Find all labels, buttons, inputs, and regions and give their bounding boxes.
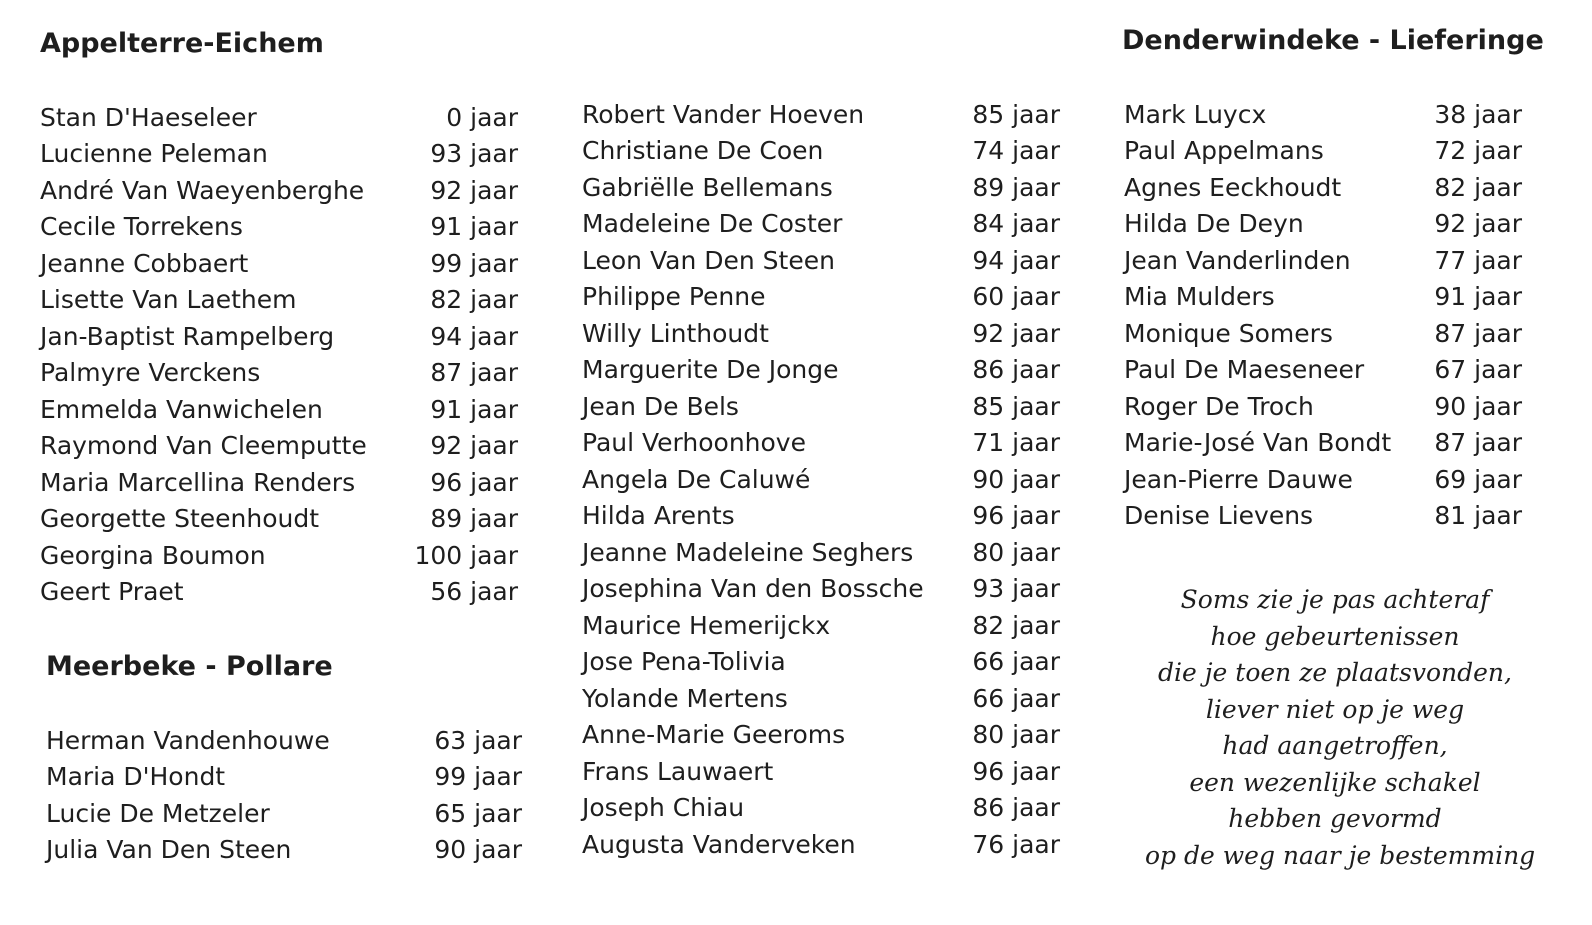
person-name: Leon Van Den Steen — [582, 245, 835, 275]
list-item — [40, 464, 518, 501]
person-age: 93 jaar — [972, 574, 1060, 604]
list-item — [582, 571, 1060, 608]
person-name: Mark Luycx — [1124, 99, 1267, 129]
list-item — [46, 795, 522, 832]
list-item — [582, 680, 1060, 717]
person-name: Julia Van Den Steen — [46, 835, 292, 865]
list-item — [582, 133, 1060, 170]
person-name: André Van Waeyenberghe — [40, 175, 365, 205]
list-item — [582, 753, 1060, 790]
person-age: 92 jaar — [972, 318, 1060, 348]
person-age: 89 jaar — [430, 504, 518, 534]
list-item — [40, 391, 518, 428]
list-item — [1124, 498, 1522, 535]
list-meerbeke-pollare — [46, 722, 522, 868]
person-name: Joseph Chiau — [582, 793, 745, 823]
list-appelterre-eichem — [40, 99, 518, 610]
list-item — [582, 169, 1060, 206]
list-item — [582, 534, 1060, 571]
person-age: 82 jaar — [972, 610, 1060, 640]
person-age: 76 jaar — [972, 829, 1060, 859]
list-item — [40, 355, 518, 392]
person-age: 71 jaar — [972, 428, 1060, 458]
person-age: 100 jaar — [414, 540, 518, 570]
person-age: 92 jaar — [430, 175, 518, 205]
person-age: 81 jaar — [1434, 501, 1522, 531]
person-age: 91 jaar — [430, 394, 518, 424]
person-age: 85 jaar — [972, 391, 1060, 421]
person-age: 86 jaar — [972, 793, 1060, 823]
poem-line: die je toen ze plaatsvonden, — [1158, 658, 1512, 687]
list-item — [40, 282, 518, 319]
person-age: 96 jaar — [972, 756, 1060, 786]
person-name: Mia Mulders — [1124, 282, 1275, 312]
list-item — [582, 461, 1060, 498]
poem-line: Soms zie je pas achteraf — [1180, 585, 1490, 614]
poem — [1145, 582, 1536, 874]
list-item — [582, 279, 1060, 316]
list-item — [582, 206, 1060, 243]
person-name: Willy Linthoudt — [582, 318, 769, 348]
person-name: Emmelda Vanwichelen — [40, 394, 323, 424]
person-name: Jose Pena-Tolivia — [582, 647, 786, 677]
person-age: 96 jaar — [972, 501, 1060, 531]
person-name: Cecile Torrekens — [40, 212, 243, 242]
person-name: Robert Vander Hoeven — [582, 99, 865, 129]
list-middle-column — [582, 96, 1060, 863]
person-name: Christiane De Coen — [582, 136, 824, 166]
person-age: 38 jaar — [1434, 99, 1522, 129]
list-item — [40, 172, 518, 209]
person-age: 87 jaar — [1434, 318, 1522, 348]
person-name: Philippe Penne — [582, 282, 766, 312]
person-name: Agnes Eeckhoudt — [1124, 172, 1342, 202]
person-name: Josephina Van den Bossche — [582, 574, 924, 604]
list-item — [40, 574, 518, 611]
list-item — [1124, 206, 1522, 243]
list-item — [1124, 279, 1522, 316]
person-age: 99 jaar — [434, 762, 522, 792]
person-age: 65 jaar — [434, 798, 522, 828]
person-name: Frans Lauwaert — [582, 756, 774, 786]
person-age: 80 jaar — [972, 537, 1060, 567]
list-item — [40, 209, 518, 246]
person-name: Paul Appelmans — [1124, 136, 1324, 166]
list-item — [46, 759, 522, 796]
person-age: 56 jaar — [430, 577, 518, 607]
person-name: Jean De Bels — [582, 391, 739, 421]
list-item — [582, 826, 1060, 863]
person-age: 96 jaar — [430, 467, 518, 497]
person-age: 63 jaar — [434, 725, 522, 755]
person-age: 92 jaar — [1434, 209, 1522, 239]
person-name: Anne-Marie Geeroms — [582, 720, 846, 750]
list-item — [582, 315, 1060, 352]
person-age: 69 jaar — [1434, 464, 1522, 494]
person-age: 74 jaar — [972, 136, 1060, 166]
person-name: Maria D'Hondt — [46, 762, 226, 792]
person-name: Roger De Troch — [1124, 391, 1314, 421]
person-name: Raymond Van Cleemputte — [40, 431, 367, 461]
person-name: Paul De Maeseneer — [1124, 355, 1365, 385]
poem-line: had aangetroffen, — [1222, 731, 1448, 760]
list-item — [46, 832, 522, 869]
list-item — [582, 717, 1060, 754]
person-age: 90 jaar — [1434, 391, 1522, 421]
poem-line: hebben gevormd — [1228, 804, 1442, 833]
list-item — [40, 318, 518, 355]
person-age: 85 jaar — [972, 99, 1060, 129]
person-age: 80 jaar — [972, 720, 1060, 750]
person-name: Lucienne Peleman — [40, 139, 268, 169]
list-item — [1124, 169, 1522, 206]
list-item — [1124, 461, 1522, 498]
person-age: 87 jaar — [430, 358, 518, 388]
list-item — [1124, 388, 1522, 425]
person-age: 82 jaar — [1434, 172, 1522, 202]
person-age: 77 jaar — [1434, 245, 1522, 275]
person-age: 60 jaar — [972, 282, 1060, 312]
person-age: 84 jaar — [972, 209, 1060, 239]
poem-line: hoe gebeurtenissen — [1210, 621, 1460, 651]
list-item — [582, 790, 1060, 827]
person-name: Maurice Hemerijckx — [582, 610, 831, 640]
person-age: 94 jaar — [430, 321, 518, 351]
list-item — [40, 136, 518, 173]
list-item — [582, 242, 1060, 279]
heading-denderwindeke-lieferinge: Denderwindeke - Lieferinge — [1122, 25, 1544, 56]
list-item — [582, 388, 1060, 425]
person-age: 66 jaar — [972, 683, 1060, 713]
person-age: 87 jaar — [1434, 428, 1522, 458]
heading-meerbeke-pollare: Meerbeke - Pollare — [46, 651, 333, 682]
list-item — [1124, 352, 1522, 389]
person-age: 67 jaar — [1434, 355, 1522, 385]
person-name: Maria Marcellina Renders — [40, 467, 356, 497]
person-age: 94 jaar — [972, 245, 1060, 275]
person-name: Jeanne Cobbaert — [40, 248, 249, 278]
list-item — [582, 96, 1060, 133]
list-item — [1124, 242, 1522, 279]
person-name: Augusta Vanderveken — [582, 829, 856, 859]
person-age: 72 jaar — [1434, 136, 1522, 166]
heading-appelterre-eichem: Appelterre-Eichem — [40, 28, 324, 59]
person-age: 91 jaar — [1434, 282, 1522, 312]
person-age: 91 jaar — [430, 212, 518, 242]
list-item — [40, 537, 518, 574]
list-item — [582, 498, 1060, 535]
list-item — [582, 352, 1060, 389]
person-name: Jean-Pierre Dauwe — [1124, 464, 1353, 494]
person-name: Gabriëlle Bellemans — [582, 172, 833, 202]
person-age: 99 jaar — [430, 248, 518, 278]
person-age: 66 jaar — [972, 647, 1060, 677]
person-age: 92 jaar — [430, 431, 518, 461]
list-item — [582, 607, 1060, 644]
person-name: Georgette Steenhoudt — [40, 504, 320, 534]
list-item — [40, 99, 518, 136]
person-name: Paul Verhoonhove — [582, 428, 806, 458]
list-item — [1124, 133, 1522, 170]
poem-line: liever niet op je weg — [1205, 694, 1465, 724]
list-item — [1124, 96, 1522, 133]
person-name: Jan-Baptist Rampelberg — [40, 321, 335, 351]
poem-line: op de weg naar je bestemming — [1145, 840, 1536, 870]
person-name: Marie-José Van Bondt — [1124, 428, 1392, 458]
person-name: Hilda De Deyn — [1124, 209, 1304, 239]
person-name: Geert Praet — [40, 577, 184, 607]
person-age: 86 jaar — [972, 355, 1060, 385]
list-item — [582, 644, 1060, 681]
list-item — [40, 501, 518, 538]
person-name: Hilda Arents — [582, 501, 735, 531]
person-name: Angela De Caluwé — [582, 464, 811, 494]
person-name: Stan D'Haeseleer — [40, 102, 257, 132]
list-item — [1124, 425, 1522, 462]
list-item — [582, 425, 1060, 462]
person-name: Monique Somers — [1124, 318, 1333, 348]
person-age: 89 jaar — [972, 172, 1060, 202]
list-item — [40, 428, 518, 465]
person-name: Jean Vanderlinden — [1124, 245, 1351, 275]
poem-line: een wezenlijke schakel — [1189, 767, 1481, 797]
person-name: Denise Lievens — [1124, 501, 1314, 531]
person-age: 90 jaar — [972, 464, 1060, 494]
list-item — [1124, 315, 1522, 352]
person-name: Jeanne Madeleine Seghers — [582, 537, 914, 567]
list-denderwindeke-lieferinge — [1124, 96, 1522, 534]
person-name: Lucie De Metzeler — [46, 798, 270, 828]
person-name: Lisette Van Laethem — [40, 285, 297, 315]
person-name: Marguerite De Jonge — [582, 355, 839, 385]
person-name: Yolande Mertens — [582, 683, 788, 713]
person-age: 82 jaar — [430, 285, 518, 315]
person-age: 0 jaar — [446, 102, 518, 132]
person-name: Georgina Boumon — [40, 540, 266, 570]
person-age: 93 jaar — [430, 139, 518, 169]
person-name: Madeleine De Coster — [582, 209, 843, 239]
person-name: Herman Vandenhouwe — [46, 725, 330, 755]
list-item — [40, 245, 518, 282]
list-item — [46, 722, 522, 759]
person-age: 90 jaar — [434, 835, 522, 865]
person-name: Palmyre Verckens — [40, 358, 261, 388]
